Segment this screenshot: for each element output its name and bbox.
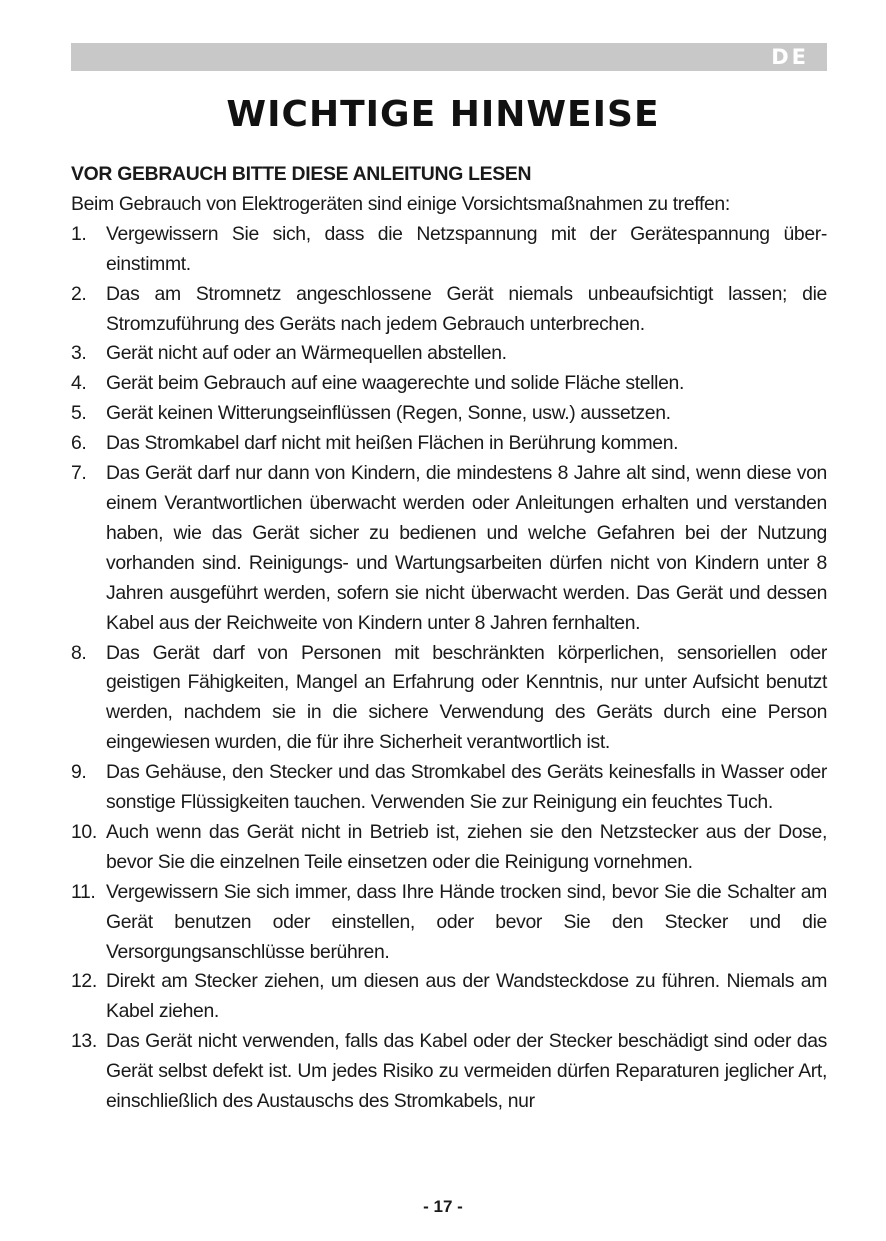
section-heading: VOR GEBRAUCH BITTE DIESE ANLEITUNG LESEN [71,163,532,185]
item-text: Direkt am Stecker ziehen, um diesen aus der Wandsteckdose zu führen. Niemals am Kabel ziehen. [106,970,827,1023]
item-number: 4. [71,372,87,395]
item-text: Gerät keinen Witterungseinflüssen (Regen, Sonne, usw.) aussetzen. [106,402,671,425]
item-text: Das Gehäuse, den Stecker und das Stromkabel des Geräts keinesfalls in Wasser oder sonstige Flüssigkeiten tauchen. Verwenden Sie zur Reinigung ein feuchtes Tuch. [106,761,827,814]
intro-text: Beim Gebrauch von Elektrogeräten sind einige Vorsichtsmaßnahmen zu treffen: [71,192,730,215]
document-body [71,160,827,1117]
page-number: - 17 - [423,1197,463,1216]
item-number: 3. [71,342,87,365]
item-text: Vergewissern Sie sich, dass die Netzspannung mit der Gerätespannung über- einstimmt. [106,222,827,275]
item-text: Gerät nicht auf oder an Wärmequellen abstellen. [106,342,507,365]
list-item [71,369,827,399]
item-number: 2. [71,282,87,305]
list-item [71,220,827,280]
item-number: 9. [71,761,87,784]
list-item [71,818,827,878]
item-text: Auch wenn das Gerät nicht in Betrieb ist, ziehen sie den Netzstecker aus der Dose, bevor Sie die einzelnen Teile einsetzen oder die Reinigung vornehmen. [106,820,827,873]
item-number: 10. [71,820,97,843]
item-text: Gerät beim Gebrauch auf eine waagerechte und solide Fläche stellen. [106,372,685,395]
list-item [71,459,827,638]
list-item [71,878,827,968]
list-item [71,758,827,818]
language-bar [71,43,827,71]
item-number: 6. [71,432,87,455]
item-number: 11. [71,880,96,903]
item-number: 1. [71,222,87,245]
language-code: DE [771,45,809,69]
safety-instructions-list [71,220,827,1117]
item-text: Das Stromkabel darf nicht mit heißen Flächen in Berührung kommen. [106,432,679,455]
list-item [71,967,827,1027]
list-item [71,1027,827,1117]
item-text: Das Gerät nicht verwenden, falls das Kabel oder der Stecker beschädigt sind oder das Gerät selbst defekt ist. Um jedes Risiko zu vermeiden dürfen Reparaturen jeglicher Art, einschließlich des Austauschs des Stromkabels, nur [106,1030,827,1113]
item-text: Vergewissern Sie sich immer, dass Ihre Hände trocken sind, bevor Sie die Schalter am Gerät benutzen oder einstellen, oder bevor Sie den Stecker und die Versorgungsanschlüsse berühren. [106,880,827,963]
list-item [71,280,827,340]
list-item [71,639,827,759]
item-number: 12. [71,970,97,993]
item-number: 5. [71,402,87,425]
item-text: Das Gerät darf von Personen mit beschränkten körperlichen, sensoriellen oder geistigen Fähigkeiten, Mangel an Erfahrung oder Kenntnis, nur unter Aufsicht benutzt werden, nachdem sie in die sichere Verwendung des Geräts durch eine Person eingewiesen wurden, die für ihre Sicherheit verantwortlich ist. [106,641,827,754]
list-item [71,339,827,369]
item-number: 7. [71,462,87,485]
item-number: 8. [71,641,87,664]
list-item [71,399,827,429]
page-title: WICHTIGE HINWEISE [226,94,660,135]
item-text: Das Gerät darf nur dann von Kindern, die mindestens 8 Jahre alt sind, wenn diese von einem Verantwortlichen überwacht werden oder Anleitungen erhalten und verstanden haben, wie das Gerät sicher zu bedienen und welche Gefahren bei der Nutzung vorhanden sind. Reinigungs- und Wartungsarbeiten dürfen nicht von Kindern unter 8 Jahren ausgeführt werden, sofern sie nicht überwacht werden. Das Gerät und dessen Kabel aus der Reichweite von Kindern unter 8 Jahren fernhalten. [106,462,827,634]
item-text: Das am Stromnetz angeschlossene Gerät niemals unbeaufsichtigt lassen; die Stromzuführung des Geräts nach jedem Gebrauch unterbrechen. [106,282,827,335]
list-item [71,429,827,459]
item-number: 13. [71,1030,97,1053]
